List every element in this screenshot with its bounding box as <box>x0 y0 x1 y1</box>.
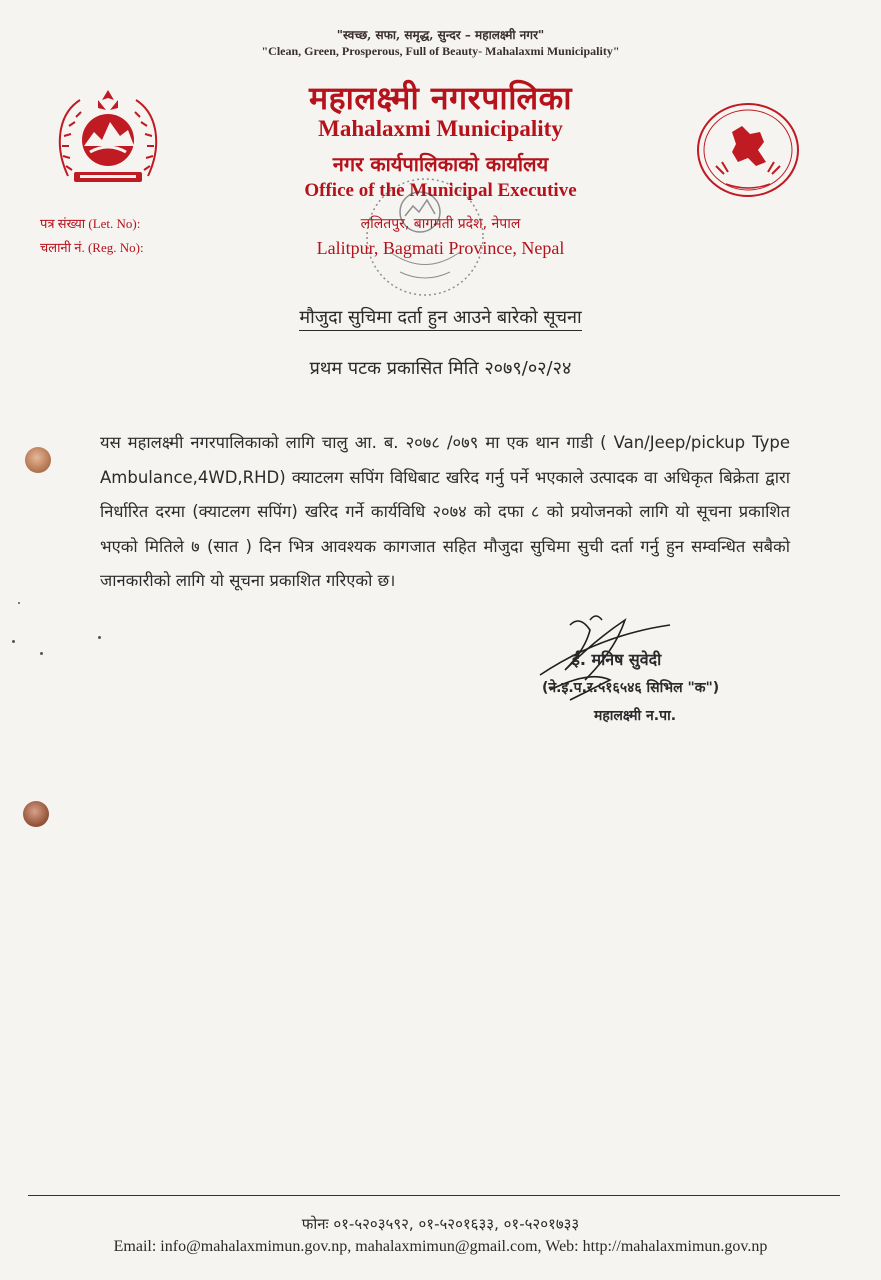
punch-hole <box>23 801 49 827</box>
footer-contact: Email: info@mahalaxmimun.gov.np, mahalaxmimun@gmail.com, Web: http://mahalaxmimun.gov.np <box>113 1238 768 1255</box>
signatory-office: महालक्ष्मी न.पा. <box>594 708 677 724</box>
paper-speck <box>98 636 101 639</box>
office-name-english: Office of the Municipal Executive <box>304 180 577 201</box>
paper-speck <box>18 602 20 604</box>
notice-title <box>0 305 881 329</box>
office-name-nepali: नगर कार्यपालिकाको कार्यालय <box>332 152 549 176</box>
slogan-english: "Clean, Green, Prosperous, Full of Beauty- Mahalaxmi Municipality" <box>261 44 620 58</box>
punch-hole <box>25 447 51 473</box>
paper-speck <box>40 652 43 655</box>
office-stamp-icon <box>360 172 490 302</box>
signatory-designation: (ने.इ.प.र.५१६५४६ सिभिल "क") <box>542 680 720 696</box>
footer-divider <box>28 1195 840 1196</box>
notice-body: यस महालक्ष्मी नगरपालिकाको लागि चालु आ. ब. २०७८ /०७९ मा एक थान गाडी ( Van/Jeep/pickup Type Ambulance,4WD,RHD) क्याटलग सपिंग विधिबाट खरिद गर्नु पर्ने भएकाले उत्पादक वा अधिकृत बिक्रेता द्वारा निर्धारित दरमा (क्याटलग सपिंग) खरिद गर्ने कार्यविधि २०७४ को दफा ८ को प्रयोजनको लागि यो सूचना प्रकाशित भएको मितिले ७ (सात ) दिन भित्र आवश्यक कागजात सहित मौजुदा सुचिमा सुची दर्ता गर्नु हुन सम्वन्धित सबैको जानकारीको लागि यो सूचना प्रकाशित गरिएको छ। <box>100 433 790 590</box>
org-name-english: Mahalaxmi Municipality <box>318 116 563 141</box>
letter-number-label: पत्र संख्या (Let. No): <box>40 216 141 231</box>
address-english: Lalitpur, Bagmati Province, Nepal <box>316 238 565 258</box>
publication-date: प्रथम पटक प्रकासित मिति २०७९/०२/२४ <box>309 358 572 379</box>
footer-phone: फोनः ०१-५२०३५९२, ०१-५२०१६३३, ०१-५२०१७३३ <box>301 1215 580 1233</box>
address-nepali: ललितपुर, बागमती प्रदेश, नेपाल <box>360 216 521 232</box>
registration-number-label: चलानी नं. (Reg. No): <box>40 240 144 255</box>
paper-speck <box>12 640 15 643</box>
signatory-name: ई. मनिष सुवेदी <box>572 650 662 669</box>
org-name-nepali: महालक्ष्मी नगरपालिका <box>308 79 573 117</box>
slogan-nepali: "स्वच्छ, सफा, समृद्ध, सुन्दर – महालक्ष्मी नगर" <box>336 28 545 42</box>
notice-title-text: मौजुदा सुचिमा दर्ता हुन आउने बारेको सूचना <box>299 307 581 331</box>
